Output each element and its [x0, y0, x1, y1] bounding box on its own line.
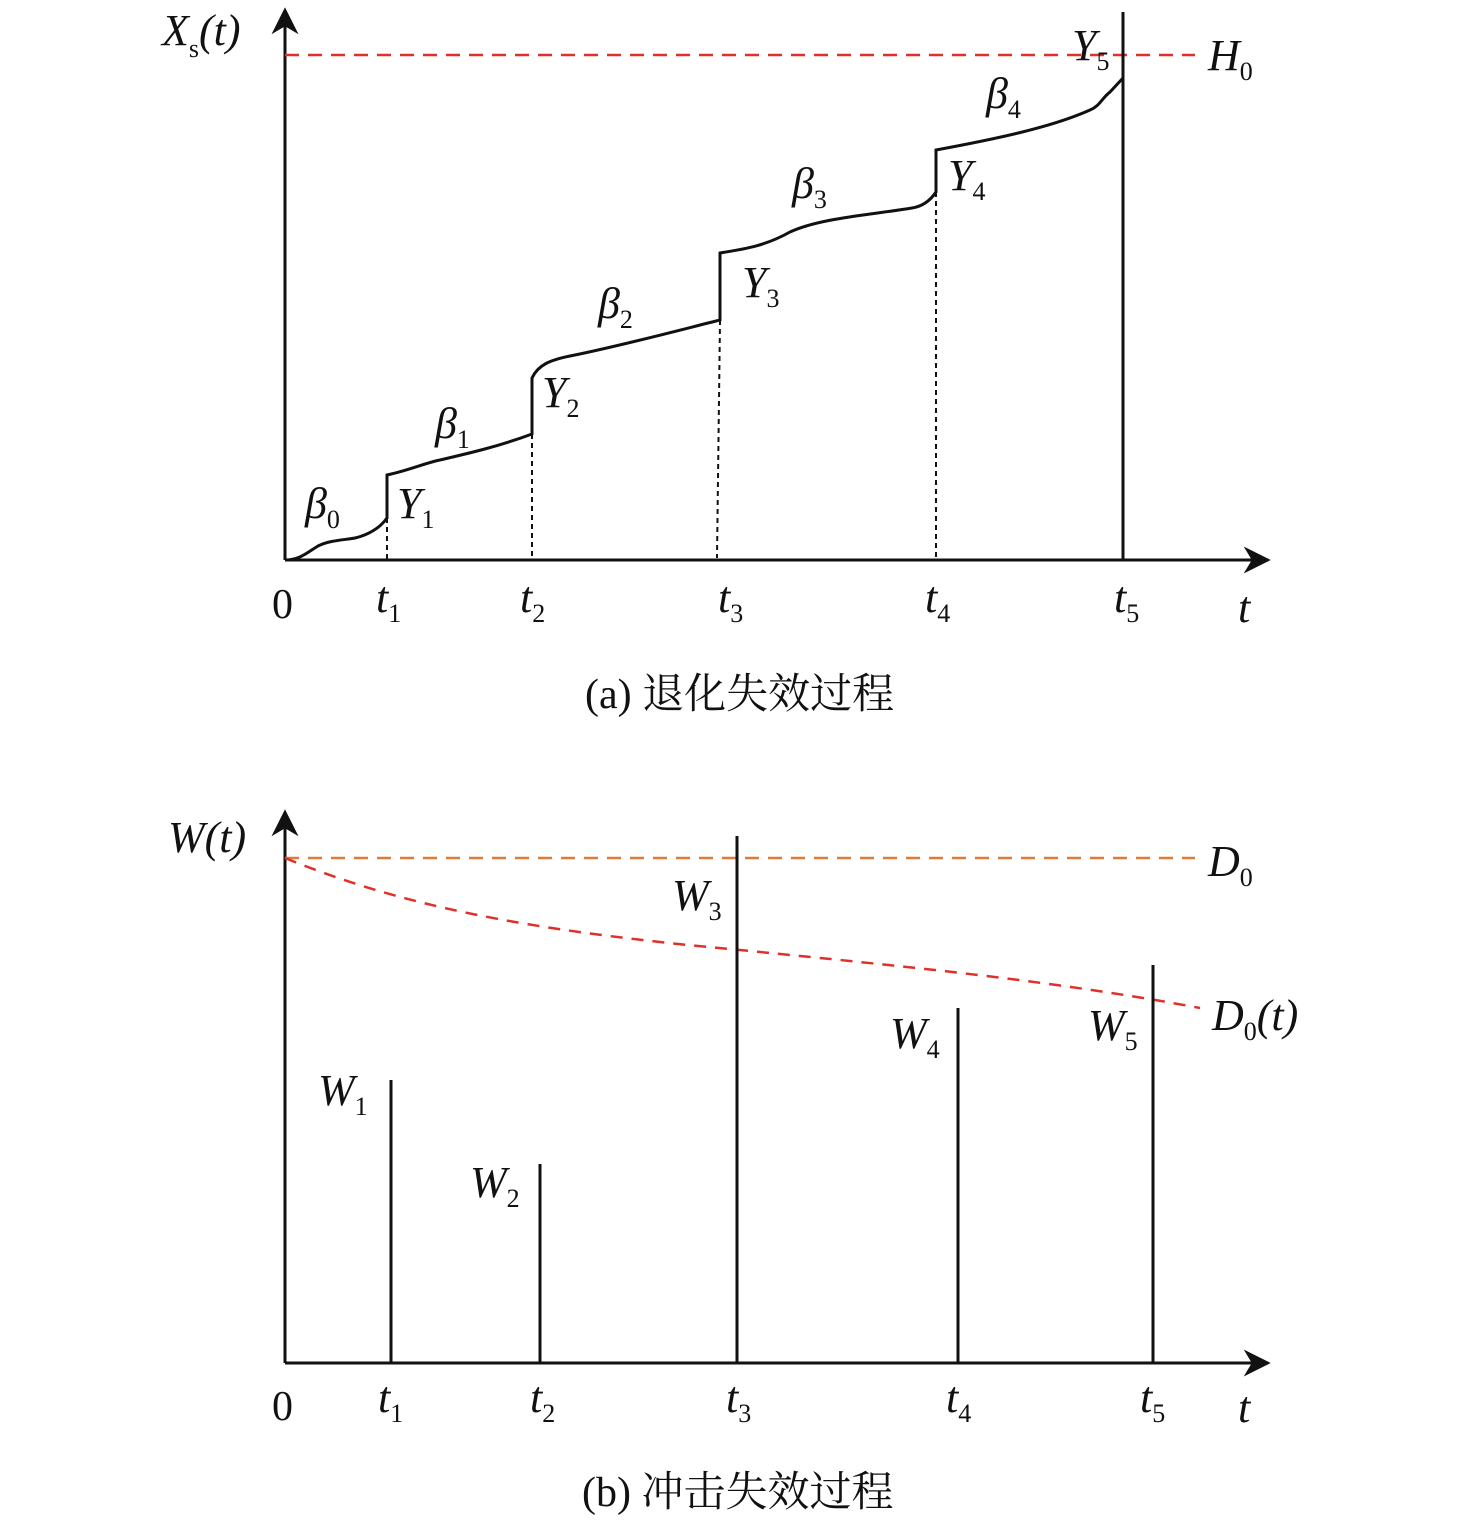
jump-label-y5: $Y_5$ — [1072, 21, 1110, 76]
rate-label-beta2: $\beta_2$ — [598, 279, 633, 334]
shock-label-w5: $W_5$ — [1088, 1001, 1138, 1056]
shock-label-w1: $W_1$ — [318, 1066, 368, 1121]
panel-a — [160, 6, 1268, 718]
shock-label-w3: $W_3$ — [672, 871, 722, 926]
time-label-t1: $t_1$ — [378, 1373, 404, 1428]
threshold-label-h0: $H_0$ — [1208, 31, 1253, 86]
shock-label-w2: $W_2$ — [470, 1158, 520, 1213]
jump-label-y3: $Y_3$ — [742, 258, 780, 313]
jump-label-y1: $Y_1$ — [397, 479, 435, 534]
jump-label-y4: $Y_4$ — [948, 151, 986, 206]
time-label-t1: $t_1$ — [376, 573, 402, 628]
caption-a: (a) 退化失效过程 — [585, 672, 895, 718]
threshold-label-d0t: $D_0(t)$ — [1212, 991, 1299, 1046]
time-label-t5: $t_5$ — [1114, 573, 1140, 628]
time-label-t4: $t_4$ — [925, 573, 951, 628]
panel-b — [168, 812, 1298, 1516]
threshold-label-d0: $D_0$ — [1208, 837, 1253, 892]
time-label-t3: $t_3$ — [726, 1373, 752, 1428]
guide-t3 — [717, 320, 720, 558]
threshold-curve-d0t — [285, 858, 1200, 1008]
time-labels-b — [378, 1373, 1165, 1428]
time-labels-a — [376, 573, 1139, 628]
rate-label-beta3: $\beta_3$ — [792, 159, 827, 214]
caption-b: (b) 冲击失效过程 — [582, 1470, 894, 1516]
rate-label-beta4: $\beta_4$ — [986, 69, 1021, 124]
y-axis-label-a: $X_s(t)$ — [162, 6, 241, 63]
origin-label-b: 0 — [272, 1384, 293, 1430]
time-label-t2: $t_2$ — [520, 573, 546, 628]
rate-labels-a — [304, 69, 1021, 534]
time-label-t4: $t_4$ — [946, 1373, 972, 1428]
shock-labels-b — [318, 871, 1138, 1213]
x-axis-label-a: t — [1238, 583, 1251, 632]
origin-label-a: 0 — [272, 582, 293, 628]
rate-label-beta0: $\beta_0$ — [305, 479, 340, 534]
time-label-t2: $t_2$ — [530, 1373, 556, 1428]
time-label-t5: $t_5$ — [1140, 1373, 1166, 1428]
y-axis-label-b: W(t) — [168, 813, 247, 862]
rate-label-beta1: $\beta_1$ — [435, 399, 470, 454]
shock-label-w4: $W_4$ — [890, 1009, 940, 1064]
x-axis-label-b: t — [1238, 1383, 1251, 1432]
time-label-t3: $t_3$ — [718, 573, 744, 628]
jump-label-y2: $Y_2$ — [542, 368, 580, 423]
